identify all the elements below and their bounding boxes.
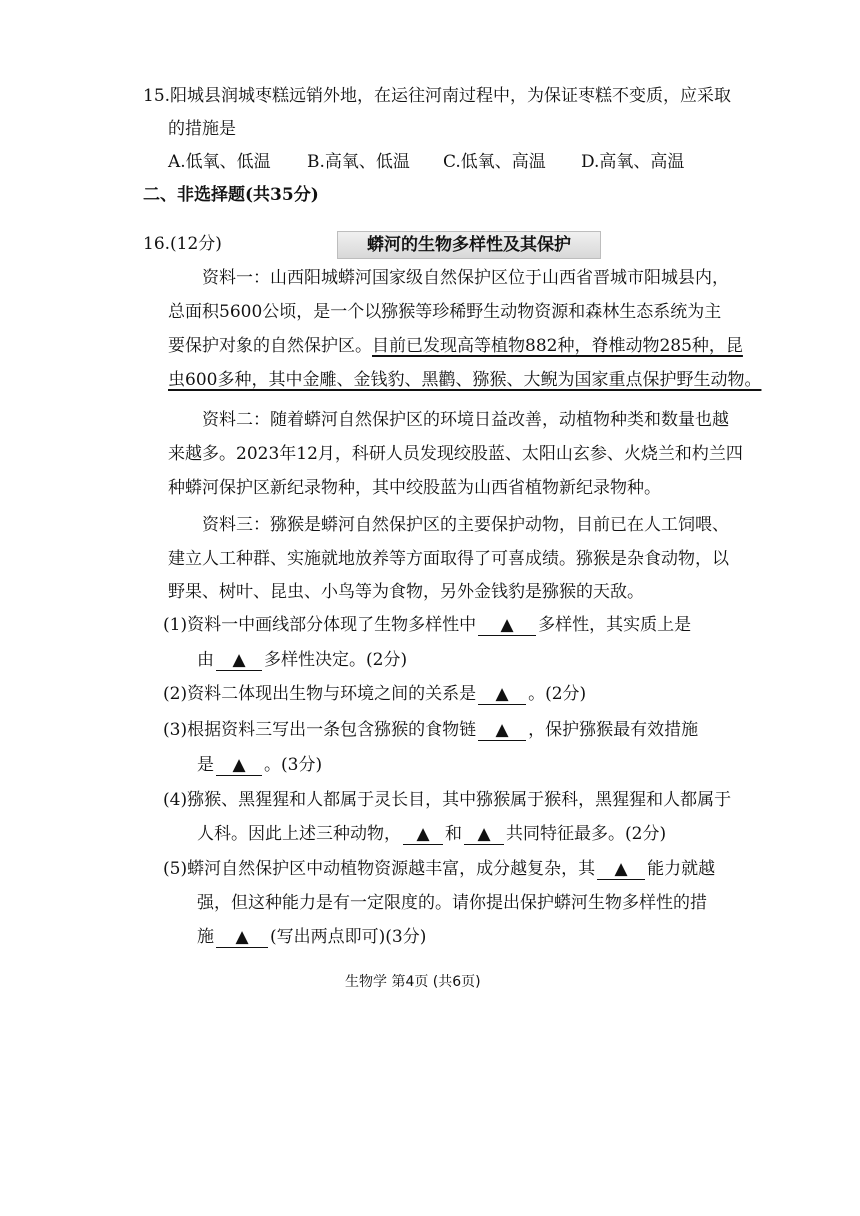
subq2-line1 [163,682,586,706]
subq5-line1 [163,857,715,881]
q15-options [168,150,728,174]
subq4-line2 [197,822,666,846]
q15-option-c: C.低氧、高温 [443,152,546,172]
section2-heading: 二、非选择题(共35分) [143,185,319,205]
answer-blank-5b[interactable]: ▲ [216,927,268,948]
subq5-text-b: 能力就越 [647,859,716,879]
subq5-text-d: 施 [197,927,214,947]
material2-line3: 种蟒河保护区新纪录物种，其中绞股蓝为山西省植物新纪录物种。 [168,478,661,498]
subq3-line1 [163,718,698,742]
subq4-text-c: 和 [445,824,462,844]
answer-blank-3b[interactable]: ▲ [216,755,262,776]
subq1-text-b: 多样性，其实质上是 [538,615,692,635]
page-footer: 生物学 第4页 (共6页) [345,974,481,990]
subq2-text-a: (2)资料二体现出生物与环境之间的关系是 [163,684,477,704]
q16-number: 16.(12分) [143,234,222,254]
subq3-line2 [197,753,322,777]
answer-blank-5a[interactable]: ▲ [597,859,645,880]
answer-blank-3a[interactable]: ▲ [478,720,526,741]
subq4-text-d: 共同特征最多。(2分) [506,824,667,844]
material2-line1: 资料二：随着蟒河自然保护区的环境日益改善，动植物种类和数量也越 [202,410,729,430]
subq3-text-d: 。(3分) [264,755,323,775]
subq5-line3 [197,925,426,949]
answer-blank-2[interactable]: ▲ [478,684,526,705]
subq5-line2: 强，但这种能力是有一定限度的。请你提出保护蟒河生物多样性的措 [197,893,707,913]
q15-option-d: D.高氧、高温 [581,152,685,172]
answer-blank-4a[interactable]: ▲ [403,824,443,845]
material3-line1: 资料三：猕猴是蟒河自然保护区的主要保护动物，目前已在人工饲喂、 [202,515,729,535]
q15-option-b: B.高氧、低温 [307,152,410,172]
subq5-text-a: (5)蟒河自然保护区中动植物资源越丰富，成分越复杂，其 [163,859,596,879]
subq3-text-a: (3)根据资料三写出一条包含猕猴的食物链 [163,720,477,740]
subq1-text-a: (1)资料一中画线部分体现了生物多样性中 [163,615,477,635]
q16-title-box: 蟒河的生物多样性及其保护 [337,231,601,259]
q15-stem-line1: 15.阳城县润城枣糕远销外地，在运往河南过程中，为保证枣糕不变质，应采取 [143,86,732,106]
material3-line2: 建立人工种群、实施就地放养等方面取得了可喜成绩。猕猴是杂食动物，以 [168,549,729,569]
subq1-text-d: 多样性决定。(2分) [264,650,408,670]
material1-underlined-start: 目前已发现高等植物882种，脊椎动物285种，昆 [372,336,743,356]
subq1-text-c: 由 [197,650,214,670]
subq4-line1: (4)猕猴、黑猩猩和人都属于灵长目，其中猕猴属于猴科，黑猩猩和人都属于 [163,790,732,810]
q15-option-a: A.低氧、低温 [168,152,271,172]
q15-stem-line2: 的措施是 [168,119,236,139]
material1-line2: 总面积5600公顷，是一个以猕猴等珍稀野生动物资源和森林生态系统为主 [168,302,722,322]
material2-line2: 来越多。2023年12月，科研人员发现绞股蓝、太阳山玄参、火烧兰和杓兰四 [168,444,743,464]
subq3-text-b: ，保护猕猴最有效措施 [528,720,699,740]
material1-line1: 资料一：山西阳城蟒河国家级自然保护区位于山西省晋城市阳城县内， [202,268,729,288]
subq2-text-b: 。(2分) [528,684,587,704]
subq5-text-e: (写出两点即可)(3分) [270,927,427,947]
subq4-text-b: 人科。因此上述三种动物， [197,824,401,844]
material1-line3 [168,334,743,358]
answer-blank-1a[interactable]: ▲ [478,615,536,636]
subq1-line1 [163,613,691,637]
answer-blank-4b[interactable]: ▲ [464,824,504,845]
subq1-line2 [197,648,407,672]
answer-blank-1b[interactable]: ▲ [216,650,262,671]
material3-line3: 野果、树叶、昆虫、小鸟等为食物，另外金钱豹是猕猴的天敌。 [168,582,644,602]
subq3-text-c: 是 [197,755,214,775]
material1-underlined-end: 虫600多种，其中金雕、金钱豹、黑鹳、猕猴、大鲵为国家重点保护野生动物。 [168,370,762,390]
material1-line3-plain: 要保护对象的自然保护区。 [168,336,372,356]
